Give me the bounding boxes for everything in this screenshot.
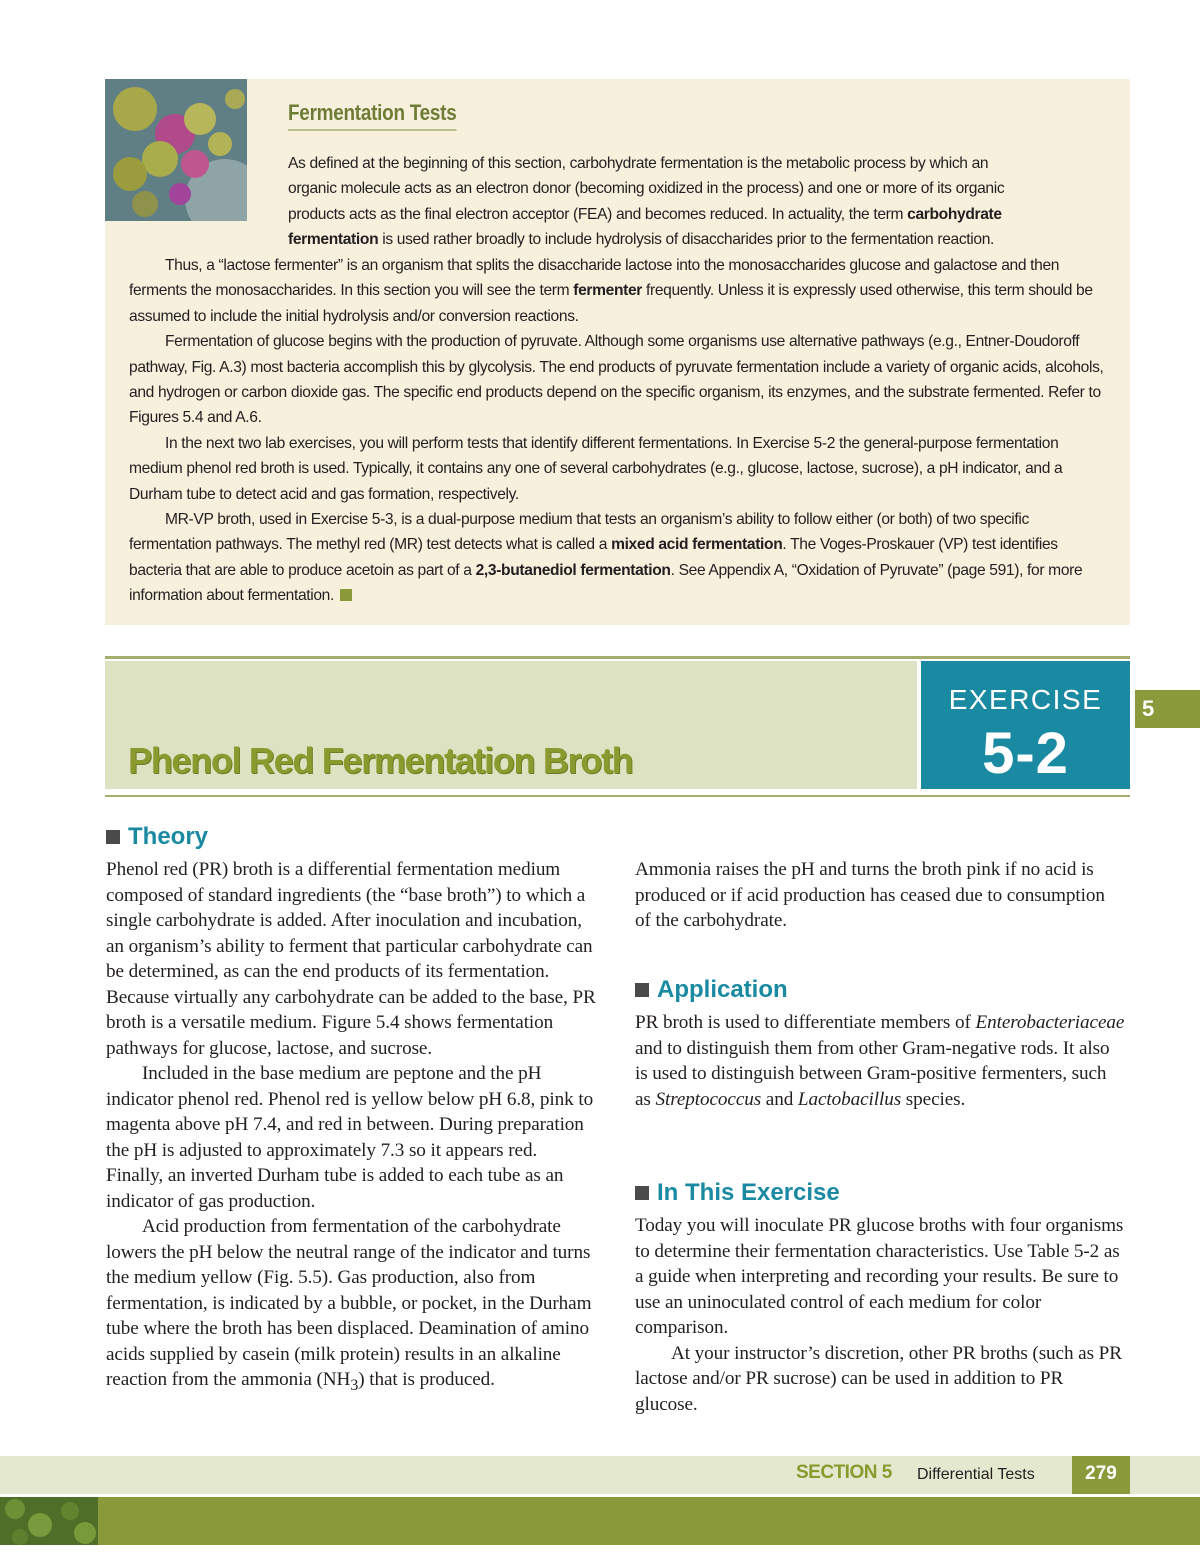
application-text <box>635 1010 1125 1112</box>
paragraph <box>635 1341 1125 1418</box>
bacteria-illustration <box>105 79 247 221</box>
heading-text: In This Exercise <box>657 1179 840 1206</box>
bold-term: mixed acid fermentation <box>611 536 783 554</box>
subscript: 3 <box>350 1376 359 1394</box>
paragraph <box>129 507 1109 609</box>
theory-heading <box>106 823 208 851</box>
header-rule-bottom <box>105 795 1130 797</box>
text-span: Included in the base medium are peptone and the pH indicator phenol red. Phenol red is yellow below pH 6.8, pink to magenta above pH 7.4, and red in between. During preparation the pH is adjusted to approximately 7.3 so it appears red. Finally, an inverted Durham tube is added to each tube as an indicator of gas production. <box>106 1063 594 1212</box>
text-line <box>288 227 1123 252</box>
header-rule-top <box>105 656 1130 659</box>
paragraph <box>129 329 1109 431</box>
italic-term: Streptococcus <box>655 1088 762 1110</box>
page-number: 279 <box>1085 1463 1117 1484</box>
text-span: frequently. Unless it is expressly used otherwise, this term should be assumed to include the initial hydrolysis and/or conversion reactions. <box>129 282 1093 325</box>
text-span: ) that is produced. <box>358 1369 495 1390</box>
text-span: PR broth is used to differentiate members of <box>635 1012 976 1033</box>
text-span: MR-VP broth, used in Exercise 5-3, is a dual-purpose medium that tests an organism’s ability to follow either (or both) of two specific fermentation pathways. The methyl red (MR) test detects what is called a <box>129 511 1029 554</box>
text-span: In the next two lab exercises, you will perform tests that identify different fermentations. In Exercise 5-2 the general-purpose fermentation medium phenol red broth is used. Typically, it contains any one of several carbohydrates (e.g., glucose, lactose, sucrose), a pH indicator, and a Durham tube to detect acid and gas formation, respectively. <box>129 434 1063 503</box>
text-line: organic molecule acts as an electron donor (becoming oxidized in the process) and one or more of its organic <box>288 180 1005 198</box>
footer-section-title: Differential Tests <box>917 1466 1035 1483</box>
bottom-strip <box>0 1497 1200 1545</box>
section-side-tab-number: 5 <box>1142 696 1155 721</box>
bold-term: 2,3-butanediol fermentation <box>475 561 671 579</box>
footer-section-label: SECTION 5 <box>796 1462 892 1483</box>
bullet-square-icon <box>106 830 120 844</box>
text-span: . The Voges-Proskauer (VP) test identifies bacteria that are able to produce acetoin as part of a <box>129 536 1058 579</box>
end-mark-icon <box>340 589 352 601</box>
bacteria-photo <box>105 79 247 221</box>
heading-text: Application <box>657 976 788 1003</box>
text-span: Fermentation of glucose begins with the production of pyruvate. Although some organisms use alternative pathways (e.g., Entner-Doudoroff pathway, Fig. A.3) most bacteria accomplish this by glycolysis. The end products of pyruvate fermentation include a variety of organic acids, alcohols, and hydrogen or carbon dioxide gas. The specific end products depend on the specific organism, its enzymes, and the substrate fermented. Refer to Figures 5.4 and A.6. <box>129 333 1104 427</box>
italic-term: Lactobacillus <box>797 1088 902 1110</box>
text-span: and <box>761 1088 798 1110</box>
fermentation-box-body <box>129 253 1109 609</box>
bullet-square-icon <box>635 1186 649 1200</box>
bullet-square-icon <box>635 983 649 997</box>
exercise-title: Phenol Red Fermentation Broth <box>128 740 633 781</box>
bold-term: carbohydrate <box>907 205 1002 223</box>
bottom-corner-photo <box>0 1497 98 1545</box>
bacteria-texture-illustration <box>0 1497 98 1545</box>
paragraph: Phenol red (PR) broth is a differential fermentation medium composed of standard ingredients (the “base broth”) to which a single carbohydrate is added. After inoculation and incubation, an organism’s ability to ferment that particular carbohydrate can be determined, as can the end products of its fermentation. Because virtually any carbohydrate can be added to the base, PR broth is a versatile medium. Figure 5.4 shows fermentation pathways for glucose, lactose, and sucrose. <box>106 859 596 1059</box>
fermentation-tests-title: Fermentation Tests <box>288 100 456 131</box>
text-span: and to distinguish them from other Gram-negative rods. It also is used to distinguish between Gram-positive fermenters, such as <box>635 1037 1110 1110</box>
application-heading <box>635 976 788 1004</box>
paragraph <box>129 253 1109 329</box>
bold-term: fermentation <box>288 231 379 249</box>
text-span: is used rather broadly to include hydrolysis of disaccharides prior to the fermentation reaction. <box>378 231 995 249</box>
text-line <box>288 202 1123 227</box>
text-span: Acid production from fermentation of the carbohydrate lowers the pH below the neutral range of the indicator and turns the medium yellow (Fig. 5.5). Gas production, also from fermentation, is indicated by a bubble, or pocket, in the Durham tube where the broth has been displaced. Deamination of amino acids supplied by casein (milk protein) results in an alkaline reaction from the ammonia (NH <box>106 1216 592 1390</box>
paragraph <box>106 1214 598 1398</box>
text-line: As defined at the beginning of this section, carbohydrate fermentation is the metabolic process by which an <box>288 155 989 172</box>
text-span: products acts as the final electron acceptor (FEA) and becomes reduced. In actuality, the term <box>288 205 908 223</box>
exercise-label: EXERCISE <box>948 684 1103 715</box>
heading-text: Theory <box>128 823 209 850</box>
text-span: Thus, a “lactose fermenter” is an organism that splits the disaccharide lactose into the monosaccharides glucose and galactose and then ferments the monosaccharides. In this section you will see the term <box>129 257 1060 300</box>
bold-term: fermenter <box>573 282 643 300</box>
paragraph: Today you will inoculate PR glucose broths with four organisms to determine their fermentation characteristics. Use Table 5-2 as a guide when interpreting and recording your results. Be sure to use an uninoculated control of each medium for color comparison. <box>635 1215 1124 1338</box>
theory-text <box>106 857 598 1398</box>
paragraph <box>129 431 1109 507</box>
in-this-exercise-text <box>635 1213 1125 1417</box>
paragraph <box>106 1061 598 1214</box>
text-span: species. <box>901 1088 966 1110</box>
italic-term: Enterobacteriaceae <box>975 1012 1125 1033</box>
in-this-exercise-heading <box>635 1179 840 1207</box>
theory-continued-text: Ammonia raises the pH and turns the broth pink if no acid is produced or if acid production has ceased due to consumption of the carbohydrate. <box>635 859 1105 931</box>
text-span: . See Appendix A, “Oxidation of Pyruvate” (page 591), for more information about fermentation. <box>129 561 1083 605</box>
text-span: At your instructor’s discretion, other PR broths (such as PR lactose and/or PR sucrose) can be used in addition to PR glucose. <box>635 1342 1122 1415</box>
fermentation-intro-paragraph <box>288 151 1123 253</box>
exercise-number: 5-2 <box>982 721 1069 786</box>
